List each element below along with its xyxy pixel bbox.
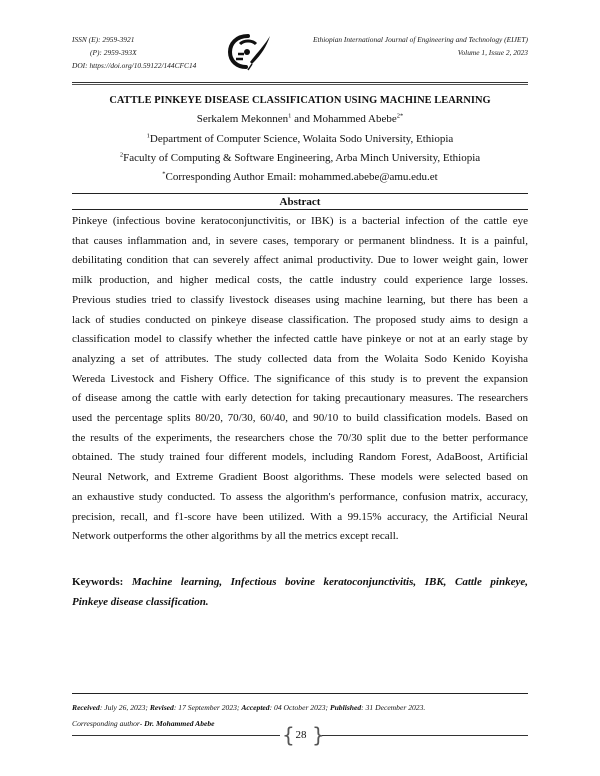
published-date: : 31 December 2023. <box>361 703 426 712</box>
corresponding-author-line <box>72 719 215 728</box>
corresponding-label: Corresponding author- <box>72 719 145 728</box>
published-label: Published <box>329 703 362 712</box>
author-2: Mohammed Abebe <box>312 113 397 125</box>
page-number-bracket-left-icon: { <box>282 723 295 747</box>
keywords-line-2 <box>72 593 528 613</box>
abstract-line: that causes inflammation and, in severe cases, temporary or permanent blindness. It is a painful, <box>72 234 528 247</box>
header-left <box>72 33 196 72</box>
abstract-line: milk production, and higher medical costs, the cattle industry could experience large losses. <box>72 274 528 287</box>
author-and: and <box>291 113 313 125</box>
author-1: Serkalem Mekonnen <box>196 113 289 125</box>
footer-rule <box>72 693 528 694</box>
header-rule <box>72 82 528 83</box>
keywords-values-1: Machine learning, Infectious bovine keratoconjunctivitis, IBK, Cattle pinkeye, <box>131 576 529 588</box>
abstract-heading: Abstract <box>279 196 321 208</box>
affiliation-2 <box>72 152 528 164</box>
corresponding-email <box>72 171 528 183</box>
page-number-rule-left <box>72 735 280 736</box>
journal-name: Ethiopian International Journal of Engineering and Technology (EIJET) <box>312 35 528 44</box>
corresponding-name: Dr. Mohammed Abebe <box>144 719 215 728</box>
abstract-line: analyzing a set of attributes. The study collected data from the Wolaita Sodo Kenido Koyisha <box>72 352 528 365</box>
abstract-line: an exhaustive study conducted. To assess the algorithm's performance, confusion matrix, accuracy, <box>72 490 528 503</box>
abstract-line: Wereda Livestock and Fishery Office. The significance of this study is to prevent the expansion <box>72 372 528 385</box>
abstract-line: classification model to classify whether the infected cattle have pinkeye or not at an early stage by <box>72 333 528 346</box>
journal-logo-icon <box>226 32 272 72</box>
affiliation-1-text: Department of Computer Science, Wolaita Sodo University, Ethiopia <box>149 133 454 145</box>
abstract-line: Pinkeye (infectious bovine keratoconjunctivitis, or IBK) is a bacterial infection of the cattle eye <box>72 215 528 227</box>
keywords-values-2: Pinkeye disease classification. <box>72 595 209 608</box>
abstract-line: Previous studies tried to classify livestock diseases using machine learning, but there has been a <box>72 293 528 306</box>
affiliation-3-text: Corresponding Author Email: mohammed.abebe@amu.edu.et <box>165 171 438 183</box>
accepted-date: : 04 October 2023; <box>269 703 330 712</box>
abstract-line: of disease among the cattle with early detection for taking precautionary measures. The researchers <box>72 392 528 405</box>
abstract-line: debilitating condition that can severely affect animal productivity. Due to lower weight gain, lower <box>72 254 528 267</box>
abstract-line: Network outperforms the other algorithms by all the metrics except recall. <box>72 530 399 543</box>
keywords-label: Keywords: <box>72 576 124 588</box>
authors <box>72 113 528 125</box>
affiliation-1 <box>72 133 528 145</box>
issn-p: (P): 2959-393X <box>90 48 137 57</box>
keywords <box>72 573 528 612</box>
received-date: : July 26, 2023; <box>99 703 150 712</box>
abstract-body <box>72 212 528 547</box>
abstract-line: Neural Network, and Extreme Gradient Boost algorithms. These models were selected based on <box>72 471 528 484</box>
doi: DOI: https://doi.org/10.59122/144CFC14 <box>72 61 197 70</box>
affiliation-2-sup: 2 <box>119 151 124 159</box>
abstract-line: precision, recall, and f1-score have been utilized. With a 99.15% accuracy, the Artificial Neural <box>72 510 528 523</box>
abstract-line: obtained. The study trained four different models, including Random Forest, AdaBoost, Artificial <box>72 451 528 464</box>
paper-title: CATTLE PINKEYE DISEASE CLASSIFICATION USING MACHINE LEARNING <box>109 95 491 106</box>
author-2-sup: 2* <box>396 112 404 120</box>
issn-e: ISSN (E): 2959-3921 <box>72 35 135 44</box>
keywords-line-1 <box>72 573 528 593</box>
abstract-line: the results of the experiments, the researchers chose the 70/30 split due to the better performance <box>72 431 528 444</box>
affiliation-3-sup: * <box>162 170 166 178</box>
dates-line <box>72 703 425 712</box>
affiliation-2-text: Faculty of Computing & Software Engineering, Arba Minch University, Ethiopia <box>123 152 481 164</box>
abstract-line: lack of studies conducted on pinkeye disease classification. The proposed study aims to design a <box>72 313 528 326</box>
affiliation-1-sup: 1 <box>146 132 150 140</box>
revised-label: Revised <box>149 703 174 712</box>
revised-date: : 17 September 2023; <box>173 703 242 712</box>
page-number: 28 <box>295 729 307 741</box>
page-number-rule-right <box>322 735 528 736</box>
author-1-sup: 1 <box>288 112 292 120</box>
received-label: Received <box>72 703 100 712</box>
volume-issue: Volume 1, Issue 2, 2023 <box>457 48 528 57</box>
header-right <box>313 33 528 59</box>
header-rule-thin <box>72 84 528 85</box>
abstract-line: used the percentage splits 80/20, 70/30, 60/40, and 90/10 to build classification models. Based on <box>72 412 528 425</box>
page-number-bracket-right-icon: } <box>312 723 325 747</box>
accepted-label: Accepted <box>241 703 270 712</box>
